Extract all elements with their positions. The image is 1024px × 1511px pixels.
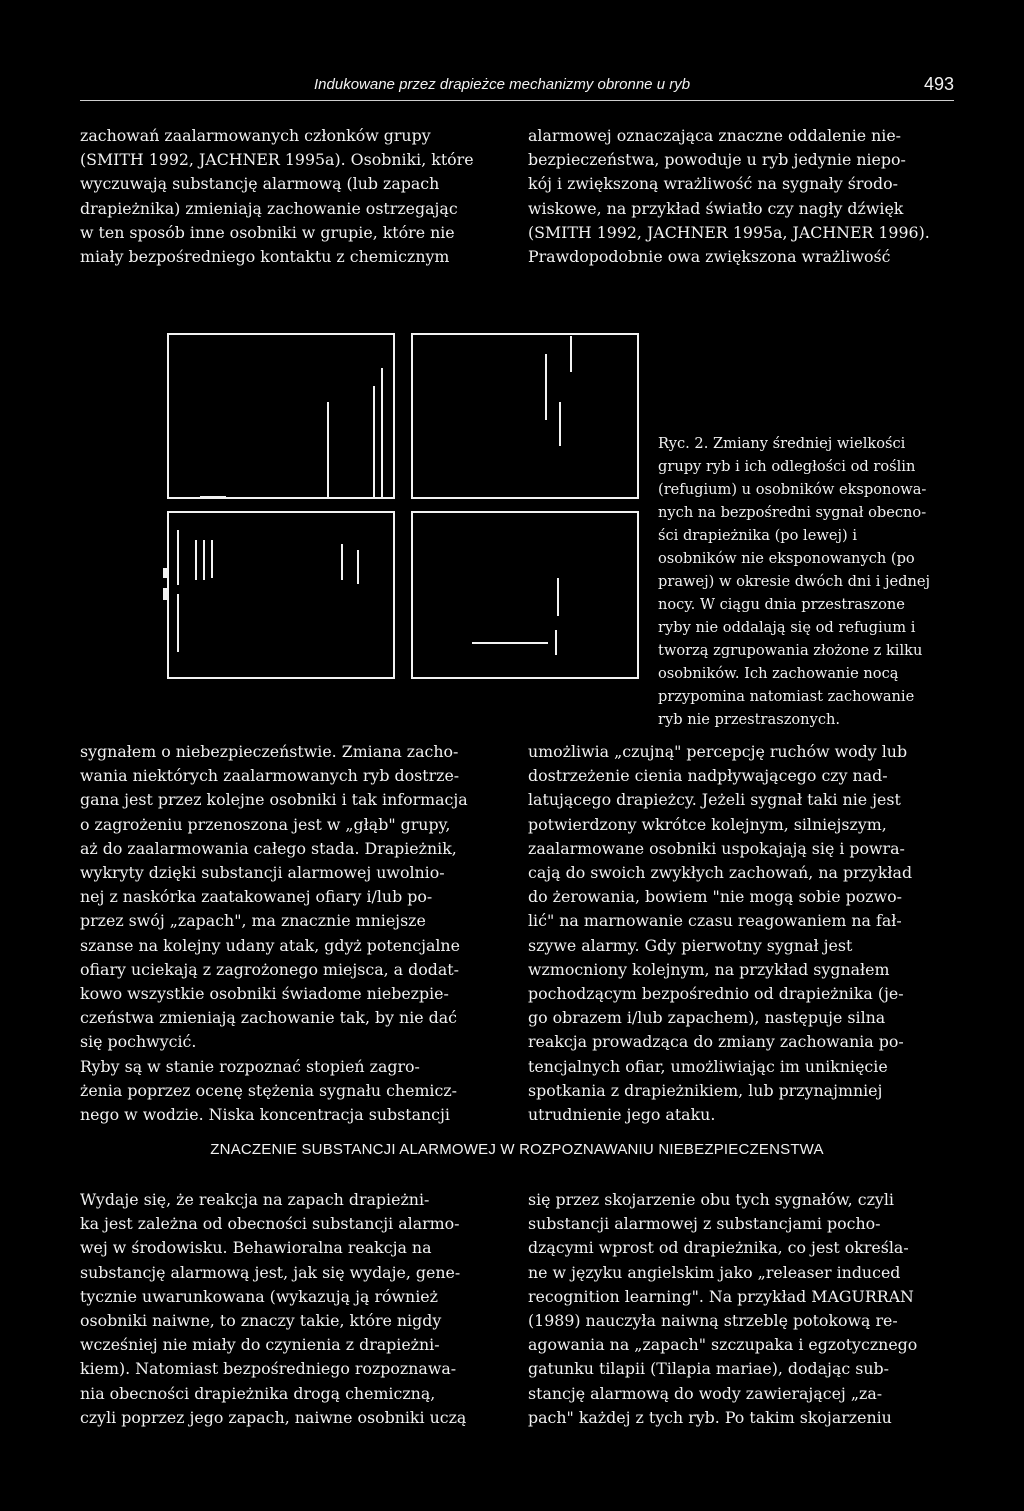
paragraph-top-left: zachowań zaalarmowanych członków grupy (SMITH 1992, JACHNER 1995a). Osobniki, które wyczuwają substancję alarmową (lub zapach drapieżnika) zmieniają zachowanie ostrzegając w ten sposób inne osobniki w grupie, które nie miały bezpośredniego kontaktu z chemicznym	[80, 126, 474, 267]
figure-caption: Ryc. 2. Zmiany średniej wielkości grupy ryb i ich odległości od roślin (refugium) u osobników eksponowa- nych na bezpośredni sygnał obecno- ści drapieżnika (po lewej) i osobników nie eksponowanych (po prawej) w okresie dwóch dni i jednej nocy. W ciągu dnia przestraszone ryby nie oddalają się od refugium i tworzą zgrupowania złożone z kilku osobników. Ich zachowanie nocą przypomina natomiast zachowanie ryb nie przestraszonych.	[658, 435, 931, 728]
paragraph-bottom-left: Wydaje się, że reakcja na zapach drapieżni- ka jest zależna od obecności substancji alarmo- wej w środowisku. Behawioralna reakcja na substancję alarmową jest, jak się wydaje, gene- tycznie uwarunkowana (wykazują ją również osobniki naiwne, to znaczy takie, które nigdy wcześniej nie miały do czynienia z drapieżni- kiem). Natomiast bezpośredniego rozpoznawa- nia obecności drapieżnika drogą chemiczną, czyli poprzez jego zapach, naiwne osobniki uczą	[80, 1190, 467, 1427]
running-title: Indukowane przez drapieżce mechanizmy obronne u ryb	[314, 76, 691, 93]
panel-exposed-night	[168, 512, 394, 678]
paragraph-middle-right: umożliwia „czujną" percepcję ruchów wody lub dostrzeżenie cienia nadpływającego czy nad- latującego drapieżcy. Jeżeli sygnał taki nie jest potwierdzony wkrótce kolejnym, silniejszym, zaalarmowane osobniki uspokajają się i powra- cają do swoich zwykłych zachowań, na przykład do żerowania, bowiem "nie mogą sobie pozwo- lić" na marnowanie czasu reagowaniem na fał- szywe alarmy. Gdy pierwotny sygnał jest wzmocniony kolejnym, na przykład sygnałem pochodzącym bezpośrednio od drapieżnika (je- go obrazem i/lub zapachem), następuje silna reakcja prowadząca do zmiany zachowania po- tencjalnych ofiar, umożliwiając im uniknięcie spotkania z drapieżnikiem, lub przynajmniej utrudnienie jego ataku.	[528, 742, 913, 1125]
panel-control-night	[412, 512, 638, 678]
panel-exposed-day	[168, 334, 394, 498]
paragraph-middle-left: sygnałem o niebezpieczeństwie. Zmiana zacho- wania niektórych zaalarmowanych ryb dostrze- gana jest przez kolejne osobniki i tak informacja o zagrożeniu przenoszona jest w „głąb" grupy, aż do zaalarmowania całego stada. Drapieżnik, wykryty dzięki substancji alarmowej uwolnio- nej z naskórka zaatakowanej ofiary i/lub po- przez swój „zapach", ma znacznie mniejsze szanse na kolejny udany atak, gdyż potencjalne ofiary uciekają z zagrożonego miejsca, a dodat- kowo wszystkie osobniki świadome niebezpie- czeństwa zmieniają zachowanie tak, by nie dać się pochwycić. Ryby są w stanie rozpoznać stopień zagro- żenia poprzez ocenę stężenia sygnału chemicz- nego w wodzie. Niska koncentracja substancji	[80, 742, 468, 1125]
panel-control-day	[412, 334, 638, 498]
figure-group-size-diagram	[160, 330, 650, 686]
section-heading: ZNACZENIE SUBSTANCJI ALARMOWEJ W ROZPOZNAWANIU NIEBEZPIECZENSTWA	[210, 1141, 824, 1158]
paragraph-bottom-right: się przez skojarzenie obu tych sygnałów, czyli substancji alarmowej z substancjami pocho- dzącymi wprost od drapieżnika, co jest określa- ne w języku angielskim jako „releaser induced recognition learning". Na przykład MAGURRAN (1989) nauczyła naiwną strzeblę potokową re- agowania na „zapach" szczupaka i egzotycznego gatunku tilapii (Tilapia mariae), dodając sub- stancję alarmową do wody zawierającej „za- pach" każdej z tych ryb. Po takim skojarzeniu	[528, 1190, 918, 1427]
page-number: 493	[923, 74, 954, 94]
paragraph-top-right: alarmowej oznaczająca znaczne oddalenie nie- bezpieczeństwa, powoduje u ryb jedynie niepo- kój i zwiększoną wrażliwość na sygnały środo- wiskowe, na przykład światło czy nagły dźwięk (SMITH 1992, JACHNER 1995a, JACHNER 1996). Prawdopodobnie owa zwiększona wrażliwość	[528, 126, 930, 267]
running-header	[80, 74, 954, 101]
